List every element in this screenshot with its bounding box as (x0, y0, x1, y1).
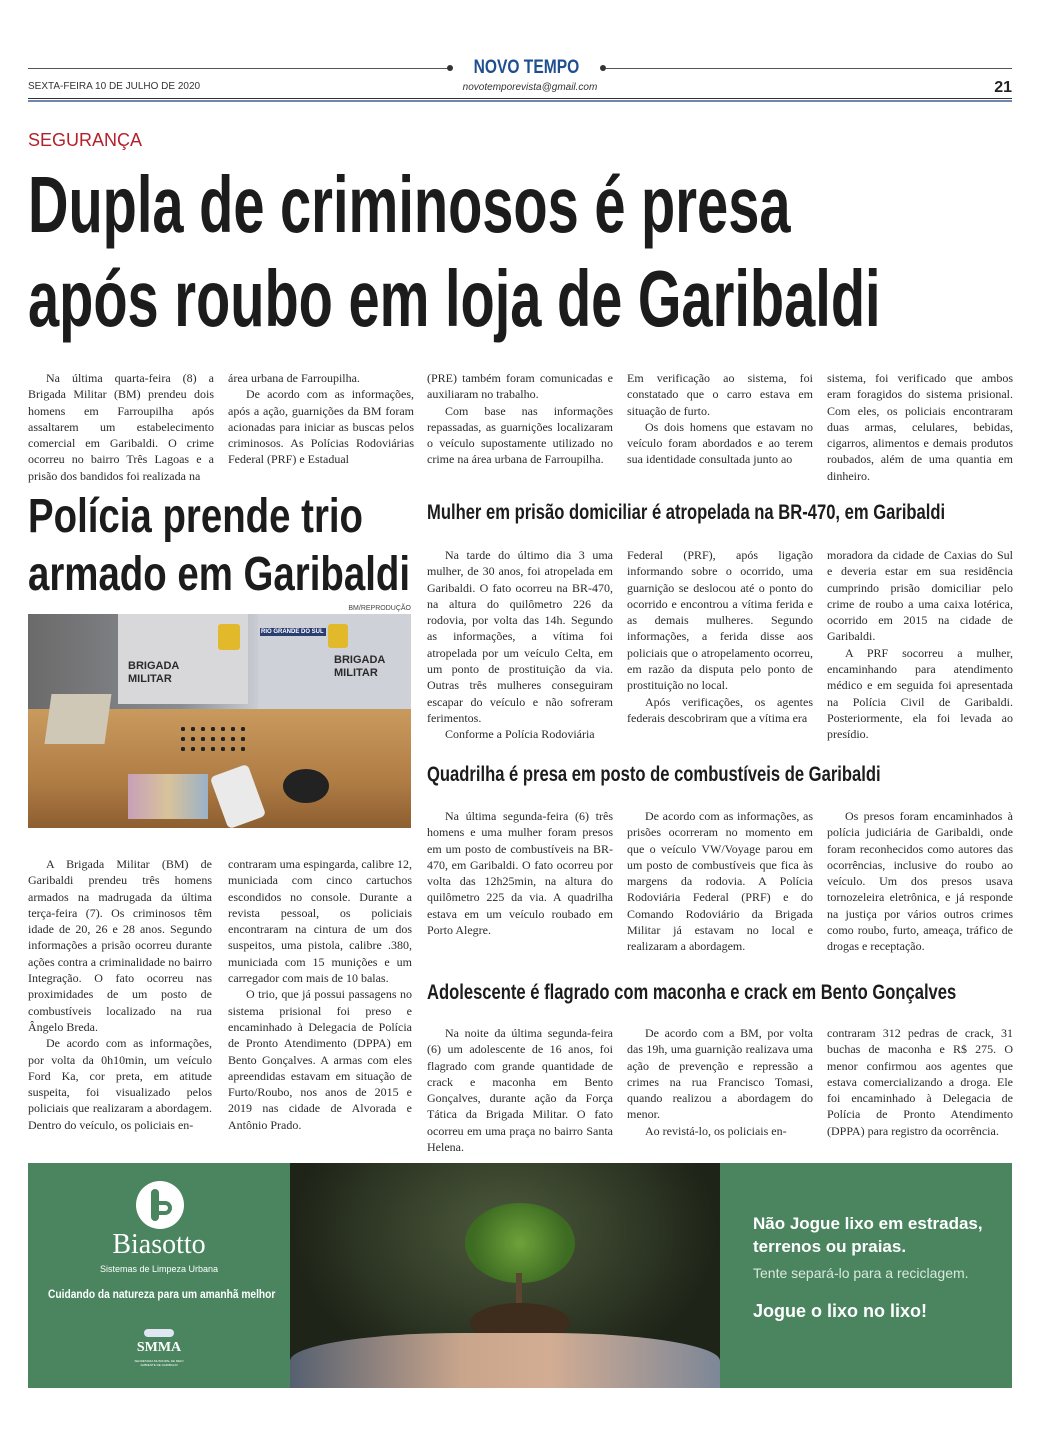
trio-headline-line-2: armado em Garibaldi (28, 548, 410, 601)
article-column (427, 370, 613, 468)
paragraph: Na noite da última segunda-feira (6) um adolescente de 16 anos, foi flagrado com grande quantidade de crack e maconha em Bento Gonçalves, durante ação da Força Tática da Brigada Militar. O fato ocorreu em uma praça no bairro Santa Helena. (427, 1026, 613, 1155)
lead-headline-line-2: após roubo em loja de Garibaldi (28, 254, 881, 343)
paragraph: Os presos foram encaminhados à polícia judiciária de Garibaldi, onde foram reconhecidos como autores das ocorrências, inclusive do roubo ao veículo. Um dos presos usava tornozeleira eletrônica, e já responde na justiça por vários outros crimes como roubo, furto, ameaça, tráfico de drogas e receptação. (827, 809, 1013, 954)
ad-message-2: terrenos ou praias. (753, 1237, 907, 1256)
hands-tree-photo (290, 1163, 720, 1388)
paragraph: sistema, foi verificado que ambos eram foragidos do sistema prisional. Com eles, os policiais encontraram duas armas, celulares, bebidas, cigarros, alimentos e demais produtos roubados, além de uma quantia em dinheiro. (827, 371, 1013, 483)
paragraph: Federal (PRF), após ligação informando sobre o ocorrido, uma guarnição se deslocou até o ponto do ocorrido e encontrou a vítima ferida e as demais mulheres. Segundo informações, a ferida disse aos policiais que o atropelamento ocorreu, em razão da disputa pelo ponto de prostituição no local. (627, 548, 813, 693)
article-column (28, 856, 212, 1133)
brand-name: Biasotto (112, 1229, 206, 1260)
ad-message-1: Não Jogue lixo em estradas, (753, 1214, 983, 1233)
smma-logo-icon (144, 1329, 174, 1337)
paragraph: De acordo com as informações, após a ação, guarnições da BM foram acionadas para iniciar as buscas pelos criminosos. As Polícias Rodoviárias Federal (PRF) e Estadual (228, 387, 414, 467)
paragraph: De acordo com as informações, por volta da 0h10min, um veículo Ford Ka, cor preta, em atitude suspeita, foi visualizado pelos policiais que realizaram a abordagem. Dentro do veículo, os policiais en- (28, 1036, 212, 1132)
mulher-headline: Mulher em prisão domiciliar é atropelada na BR-470, em Garibaldi (427, 501, 946, 524)
article-column (427, 808, 613, 938)
article-column (627, 808, 813, 955)
paragraph: Após verificações, os agentes federais descobriram que a vítima era (627, 694, 813, 725)
smma-subtitle: SECRETARIA MUNICIPAL DE MEIO AMBIENTE DE GARIBALDI (134, 1359, 184, 1367)
lead-headline-line-1: Dupla de criminosos é presa (28, 160, 791, 249)
advertisement[interactable] (28, 1163, 1012, 1388)
trio-headline-line-1: Polícia prende trio (28, 490, 364, 543)
section-label: SEGURANÇA (28, 130, 143, 150)
cardboard-box (44, 694, 111, 744)
header-rule-left (28, 68, 450, 69)
header-rule (28, 98, 1012, 99)
paragraph: A Brigada Militar (BM) de Garibaldi prendeu três homens armados na madrugada da última terça-feira (7). Os criminosos têm idade de 20, 26 e 28 anos. Segundo informações a prisão ocorreu durante ações contra a criminalidade no bairro Integração. O fato ocorreu nas proximidades de um posto de combustíveis localizado na rua Ângelo Breda. (28, 857, 212, 1034)
paragraph: Na última segunda-feira (6) três homens e uma mulher foram presos em um posto de combustíveis na BR-470, em Garibaldi. O fato ocorreu por volta das 12h25min, na altura do quilômetro 225 da via. A quadrilha estava em um veículo roubado em Porto Alegre. (427, 809, 613, 938)
paragraph: Na última quarta-feira (8) a Brigada Militar (BM) prendeu dois homens em Farroupilha após assaltarem um estabelecimento comercial em Garibaldi. O crime ocorreu no bairro Três Lagoas e a prisão dos bandidos foi realizada na (28, 371, 214, 483)
article-column (627, 1025, 813, 1139)
seized-items-photo (28, 614, 411, 828)
page-number: 21 (994, 79, 1012, 96)
article-column (827, 370, 1013, 484)
paragraph: Na tarde do último dia 3 uma mulher, de 30 anos, foi atropelada em Garibaldi. O fato ocorreu na BR-470, na altura do quilômetro 226 da rodovia, por volta das 14h. Segundo as informações, a vítima foi atropelada por um veículo Celta, em um ponto de prostituição da via. Outras três mulheres conseguiram escapar do veículo e não sofreram ferimentos. (427, 548, 613, 725)
ad-tagline: Cuidando da natureza para um amanhã melhor (48, 1287, 276, 1301)
article-column (827, 1025, 1013, 1139)
paragraph: O trio, que já possui passagens no sistema prisional foi preso e encaminhado à Delegacia de Polícia de Pronto Atendimento (DPPA) em Bento Gonçalves. A armas com eles apreendidas estavam em situação de Furto/Roubo, nos anos de 2015 e 2019 nas cidade de Alvorada e Antônio Prado. (228, 987, 412, 1132)
paragraph: Os dois homens que estavam no veículo foram abordados e ao terem sua identidade consultada junto ao (627, 419, 813, 467)
article-column (228, 856, 412, 1133)
ad-message-3: Tente separá-lo para a reciclagem. (753, 1265, 969, 1281)
paragraph: área urbana de Farroupilha. (228, 371, 360, 385)
photo-credit: BM/REPRODUÇÃO (348, 605, 411, 612)
article-column (827, 808, 1013, 955)
adolescente-headline: Adolescente é flagrado com maconha e crack em Bento Gonçalves (427, 981, 957, 1004)
article-column (427, 547, 613, 743)
photo-sign: BRIGADA MILITAR (128, 660, 179, 685)
header-rule-right (606, 68, 1012, 69)
article-column (427, 1025, 613, 1155)
money (128, 774, 208, 819)
paragraph: Ao revistá-lo, os policiais en- (645, 1123, 787, 1138)
brand-subtitle: Sistemas de Limpeza Urbana (99, 1264, 219, 1274)
paragraph: contraram 312 pedras de crack, 31 buchas de maconha e R$ 275. O menor confirmou aos agentes que estava comercializando a droga. Ele foi encaminhado à Delegacia de Polícia de Pronto Atendimento (DPPA) para registro da ocorrência. (827, 1026, 1013, 1138)
badge-icon (328, 624, 348, 648)
paragraph: De acordo com a BM, por volta das 19h, uma guarnição realizava uma ação de prevenção e repressão a crimes na rua Francisco Tomasi, quando realizou a abordagem do menor. (627, 1026, 813, 1122)
contact-email[interactable]: novotemporevista@gmail.com (462, 82, 598, 93)
photo-sign: BRIGADA MILITAR (334, 654, 385, 679)
article-column (28, 370, 214, 484)
paragraph: Em verificação ao sistema, foi constatado que o carro estava em situação de furto. (627, 371, 813, 418)
paragraph: De acordo com as informações, as prisões ocorreram no momento em que o veículo VW/Voyage parou em um posto de combustíveis que fica às margens da rodovia. A Polícia Rodoviária Federal (PRF) e do Comando Rodoviário da Brigada Militar já estavam no local e realizaram a abordagem. (627, 809, 813, 954)
paragraph: Conforme a Polícia Rodoviária (445, 727, 595, 742)
biasotto-logo-icon (136, 1181, 184, 1229)
paragraph: moradora da cidade de Caxias do Sul e deveria estar em sua residência cumprindo prisão domiciliar pelo crime de roubo a uma caixa lotérica, ocorrido em 2015 na cidade de Garibaldi. (827, 548, 1013, 644)
article-column (627, 370, 813, 468)
smma-name: SMMA (136, 1340, 182, 1355)
quadrilha-headline: Quadrilha é presa em posto de combustíveis de Garibaldi (427, 763, 881, 786)
paragraph: (PRE) também foram comunicadas e auxiliaram no trabalho. (427, 371, 613, 402)
masthead: NOVO TEMPO (473, 57, 580, 78)
issue-date: SEXTA-FEIRA 10 DE JULHO DE 2020 (28, 81, 201, 92)
article-column (228, 370, 414, 468)
ad-message-4: Jogue o lixo no lixo! (753, 1301, 928, 1321)
header-dot (447, 65, 453, 71)
article-column (627, 547, 813, 726)
tin (283, 769, 329, 803)
badge-icon (218, 624, 240, 650)
paragraph: contraram uma espingarda, calibre 12, municiada com cinco cartuchos escondidos no console. Durante a revista pessoal, os policiais encontraram na cintura de um dos suspeitos, uma pistola, calibre .380, municiada com 15 munições e um carregador com mais de 10 balas. (228, 857, 412, 986)
article-column (827, 547, 1013, 743)
paragraph: Com base nas informações repassadas, as guarnições localizaram o veículo supostamente utilizado no crime na área urbana de Farroupilha. (427, 403, 613, 467)
header-rule-blue (28, 100, 1012, 102)
photo-sign: RIO GRANDE DO SUL (260, 628, 326, 636)
paragraph: A PRF socorreu a mulher, encaminhando para atendimento médico e em seguida foi apresentada na Polícia Civil de Garibaldi. Posteriormente, ela foi levada ao presídio. (827, 645, 1013, 742)
ammunition (178, 724, 248, 754)
